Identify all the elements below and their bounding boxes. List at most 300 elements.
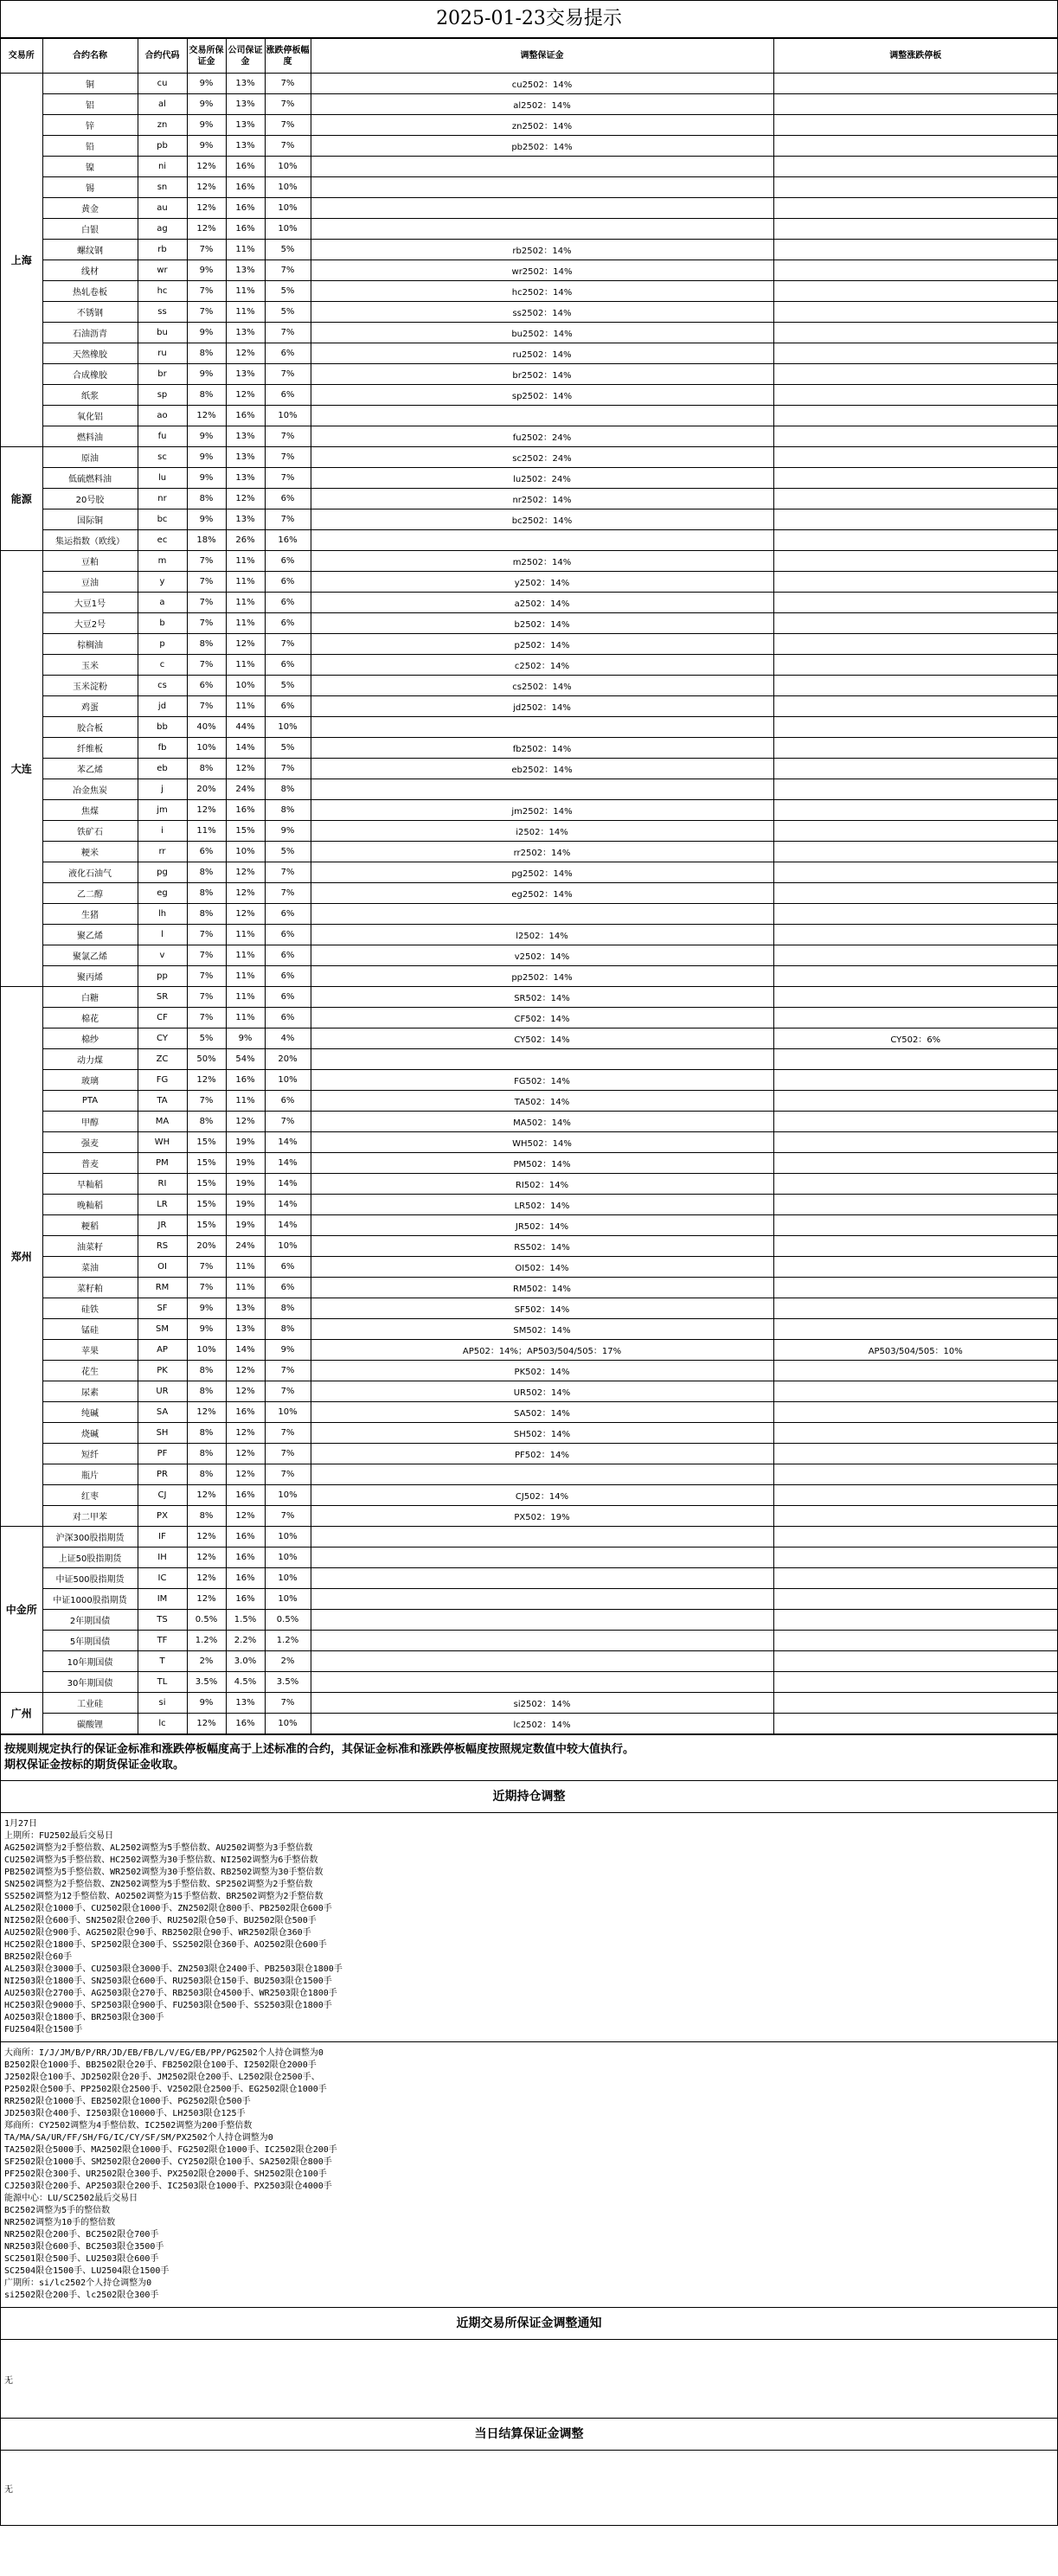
adjusted-margin-cell: [311, 1589, 773, 1610]
adjusted-limit-cell: [773, 1153, 1057, 1174]
table-row: [1, 862, 1057, 883]
exchange-margin-cell: 7%: [187, 551, 226, 572]
adjusted-margin-cell: cu2502：14%: [311, 74, 773, 94]
table-row: [1, 1195, 1057, 1215]
contract-name-cell: 甲醇: [42, 1112, 138, 1132]
price-limit-cell: 7%: [265, 426, 311, 447]
company-margin-cell: 16%: [226, 1548, 265, 1568]
company-margin-cell: 10%: [226, 676, 265, 696]
contract-code-cell: FG: [138, 1070, 187, 1091]
table-row: [1, 800, 1057, 821]
contract-code-cell: lh: [138, 904, 187, 925]
company-margin-cell: 11%: [226, 1278, 265, 1298]
company-margin-cell: 16%: [226, 219, 265, 240]
adjusted-margin-cell: CJ502：14%: [311, 1485, 773, 1506]
table-row: [1, 177, 1057, 198]
table-row: [1, 1589, 1057, 1610]
price-limit-cell: 7%: [265, 759, 311, 779]
adjusted-margin-cell: jm2502：14%: [311, 800, 773, 821]
price-limit-cell: 2%: [265, 1651, 311, 1672]
contract-name-cell: 油菜籽: [42, 1236, 138, 1257]
contract-name-cell: 棕榈油: [42, 634, 138, 655]
price-limit-cell: 7%: [265, 1506, 311, 1527]
table-row: [1, 1693, 1057, 1714]
company-margin-cell: 11%: [226, 1257, 265, 1278]
adjusted-margin-cell: p2502：14%: [311, 634, 773, 655]
contract-code-cell: eb: [138, 759, 187, 779]
rule-note: 期权保证金按标的期货保证金收取。: [4, 1759, 185, 1772]
company-margin-cell: 16%: [226, 157, 265, 177]
adjusted-margin-cell: [311, 1464, 773, 1485]
exchange-margin-cell: 8%: [187, 883, 226, 904]
price-limit-cell: 6%: [265, 966, 311, 987]
settle-body: 无: [4, 2484, 13, 2495]
price-limit-cell: 7%: [265, 1464, 311, 1485]
exchange-margin-cell: 20%: [187, 1236, 226, 1257]
contract-code-cell: PF: [138, 1444, 187, 1464]
contract-name-cell: 上证50股指期货: [42, 1548, 138, 1568]
company-margin-cell: 11%: [226, 613, 265, 634]
adjusted-margin-cell: SA502：14%: [311, 1402, 773, 1423]
position-block-shfe: 1月27日 上期所：FU2502最后交易日 AG2502调整为2手整倍数、AL2502调整为5手整倍数、AU2502调整为3手整倍数 CU2502调整为5手整倍数、HC2502调整为30手整倍数、NI2502调整为6手整倍数 PB2502调整为5手整倍数、WR2502调整为30手整倍数、RB2502调整为30手整倍数 SN2502调整为2手整倍数、ZN2502调整为5手整倍数、SP2502调整为2手整倍数 SS2502调整为12手整倍数、AO2502调整为15手整倍数、BR2502调整为2手整倍数 AL2502限仓1000手、CU2502限仓1000手、ZN2502限仓800手、PB2502限仓600手 NI2502限仓600手、SN2502限仓200手、RU2502限仓50手、BU2502限仓500手 AU2502限仓900手、AG2502限仓90手、RB2502限仓90手、WR2502限仓360手 HC2502限仓1800手、SP2502限仓300手、SS2502限仓360手、AO2502限仓600手 BR2502限仓60手 AL2503限仓3000手、CU2503限仓3000手、ZN2503限仓2400手、PB2503限仓1800手 NI2503限仓1800手、SN2503限仓600手、RU2503限仓150手、BU2503限仓1500手 AU2503限仓2700手、AG2503限仓270手、RB2503限仓4500手、WR2503限仓1800手 HC2503限仓9000手、SP2503限仓900手、FU2503限仓500手、SS2503限仓1800手 AO2503限仓1800手、BR2503限仓300手 FU2504限仓1500手: [4, 1819, 343, 2035]
exchange-margin-cell: 9%: [187, 74, 226, 94]
company-margin-cell: 16%: [226, 1485, 265, 1506]
price-limit-cell: 7%: [265, 323, 311, 343]
price-limit-cell: 14%: [265, 1174, 311, 1195]
contract-code-cell: IC: [138, 1568, 187, 1589]
company-margin-cell: 13%: [226, 426, 265, 447]
header-contract-name: 合约名称: [42, 39, 138, 74]
adjusted-limit-cell: [773, 1112, 1057, 1132]
contract-code-cell: jd: [138, 696, 187, 717]
notice-section-title: 近期交易所保证金调整通知: [1, 2307, 1057, 2340]
price-limit-cell: 8%: [265, 800, 311, 821]
price-limit-cell: 9%: [265, 1340, 311, 1361]
company-margin-cell: 15%: [226, 821, 265, 842]
contract-name-cell: 线材: [42, 260, 138, 281]
contract-name-cell: 铁矿石: [42, 821, 138, 842]
contract-name-cell: 冶金焦炭: [42, 779, 138, 800]
exchange-margin-cell: 15%: [187, 1132, 226, 1153]
table-row: [1, 1651, 1057, 1672]
price-limit-cell: 7%: [265, 447, 311, 468]
table-row: [1, 1610, 1057, 1631]
table-body: [1, 74, 1057, 1734]
contract-code-cell: sc: [138, 447, 187, 468]
exchange-margin-cell: 15%: [187, 1174, 226, 1195]
adjusted-margin-cell: wr2502：14%: [311, 260, 773, 281]
adjusted-margin-cell: pp2502：14%: [311, 966, 773, 987]
exchange-margin-cell: 8%: [187, 343, 226, 364]
adjusted-margin-cell: si2502：14%: [311, 1693, 773, 1714]
price-limit-cell: 6%: [265, 551, 311, 572]
contract-name-cell: 动力煤: [42, 1049, 138, 1070]
contract-code-cell: UR: [138, 1381, 187, 1402]
adjusted-margin-cell: [311, 177, 773, 198]
adjusted-margin-cell: [311, 779, 773, 800]
contract-name-cell: 聚丙烯: [42, 966, 138, 987]
table-row: [1, 613, 1057, 634]
contract-code-cell: PK: [138, 1361, 187, 1381]
contract-name-cell: 螺纹钢: [42, 240, 138, 260]
price-limit-cell: 7%: [265, 509, 311, 530]
adjusted-limit-cell: [773, 1298, 1057, 1319]
price-limit-cell: 5%: [265, 302, 311, 323]
adjusted-margin-cell: lu2502：24%: [311, 468, 773, 489]
contract-name-cell: 豆粕: [42, 551, 138, 572]
company-margin-cell: 16%: [226, 800, 265, 821]
adjusted-margin-cell: [311, 1672, 773, 1693]
table-row: [1, 779, 1057, 800]
company-margin-cell: 13%: [226, 136, 265, 157]
adjusted-limit-cell: [773, 74, 1057, 94]
adjusted-limit-cell: [773, 1132, 1057, 1153]
price-limit-cell: 5%: [265, 240, 311, 260]
contract-name-cell: 聚氯乙烯: [42, 945, 138, 966]
adjusted-margin-cell: sp2502：14%: [311, 385, 773, 406]
contract-name-cell: 锰硅: [42, 1319, 138, 1340]
table-row: [1, 883, 1057, 904]
adjusted-limit-cell: [773, 883, 1057, 904]
header-exchange: 交易所: [1, 39, 42, 74]
adjusted-margin-cell: al2502：14%: [311, 94, 773, 115]
contract-name-cell: 集运指数（欧线）: [42, 530, 138, 551]
adjusted-margin-cell: [311, 1527, 773, 1548]
company-margin-cell: 11%: [226, 572, 265, 593]
header-contract-code: 合约代码: [138, 39, 187, 74]
contract-code-cell: hc: [138, 281, 187, 302]
contract-name-cell: 2年期国债: [42, 1610, 138, 1631]
contract-code-cell: ec: [138, 530, 187, 551]
contract-name-cell: 热轧卷板: [42, 281, 138, 302]
adjusted-margin-cell: [311, 904, 773, 925]
contract-name-cell: 苹果: [42, 1340, 138, 1361]
rules-notes: [1, 1734, 1057, 1780]
adjusted-margin-cell: br2502：14%: [311, 364, 773, 385]
contract-name-cell: 短纤: [42, 1444, 138, 1464]
price-limit-cell: 7%: [265, 136, 311, 157]
adjusted-limit-cell: [773, 530, 1057, 551]
price-limit-cell: 10%: [265, 1714, 311, 1734]
exchange-margin-cell: 7%: [187, 925, 226, 945]
adjusted-limit-cell: [773, 1589, 1057, 1610]
exchange-margin-cell: 7%: [187, 987, 226, 1008]
adjusted-limit-cell: [773, 1548, 1057, 1568]
contract-name-cell: 白银: [42, 219, 138, 240]
table-row: [1, 759, 1057, 779]
exchange-margin-cell: 9%: [187, 136, 226, 157]
adjusted-margin-cell: UR502：14%: [311, 1381, 773, 1402]
contract-name-cell: 石油沥青: [42, 323, 138, 343]
adjusted-margin-cell: m2502：14%: [311, 551, 773, 572]
adjusted-margin-cell: [311, 1049, 773, 1070]
adjusted-limit-cell: [773, 1672, 1057, 1693]
company-margin-cell: 13%: [226, 468, 265, 489]
contract-code-cell: CF: [138, 1008, 187, 1028]
adjusted-margin-cell: [311, 219, 773, 240]
contract-name-cell: 10年期国债: [42, 1651, 138, 1672]
company-margin-cell: 16%: [226, 198, 265, 219]
contract-name-cell: 不锈钢: [42, 302, 138, 323]
table-row: [1, 1631, 1057, 1651]
adjusted-margin-cell: LR502：14%: [311, 1195, 773, 1215]
table-row: [1, 1091, 1057, 1112]
exchange-margin-cell: 9%: [187, 323, 226, 343]
contract-code-cell: v: [138, 945, 187, 966]
price-limit-cell: 7%: [265, 1423, 311, 1444]
contract-code-cell: sn: [138, 177, 187, 198]
table-row: [1, 530, 1057, 551]
price-limit-cell: 10%: [265, 1070, 311, 1091]
adjusted-margin-cell: PF502：14%: [311, 1444, 773, 1464]
table-row: [1, 1319, 1057, 1340]
table-row: [1, 1298, 1057, 1319]
table-row: [1, 260, 1057, 281]
contract-name-cell: 早籼稻: [42, 1174, 138, 1195]
company-margin-cell: 11%: [226, 551, 265, 572]
price-limit-cell: 14%: [265, 1215, 311, 1236]
adjusted-margin-cell: PX502：19%: [311, 1506, 773, 1527]
table-row: [1, 94, 1057, 115]
company-margin-cell: 4.5%: [226, 1672, 265, 1693]
contract-code-cell: OI: [138, 1257, 187, 1278]
contract-code-cell: ru: [138, 343, 187, 364]
exchange-margin-cell: 8%: [187, 904, 226, 925]
adjusted-margin-cell: eb2502：14%: [311, 759, 773, 779]
price-limit-cell: 1.2%: [265, 1631, 311, 1651]
adjusted-margin-cell: ru2502：14%: [311, 343, 773, 364]
adjusted-margin-cell: pb2502：14%: [311, 136, 773, 157]
adjusted-margin-cell: i2502：14%: [311, 821, 773, 842]
company-margin-cell: 12%: [226, 1361, 265, 1381]
company-margin-cell: 11%: [226, 925, 265, 945]
price-limit-cell: 7%: [265, 634, 311, 655]
price-limit-cell: 14%: [265, 1153, 311, 1174]
contract-name-cell: 纸浆: [42, 385, 138, 406]
adjusted-margin-cell: [311, 198, 773, 219]
contract-name-cell: 苯乙烯: [42, 759, 138, 779]
table-row: [1, 219, 1057, 240]
adjusted-margin-cell: [311, 1651, 773, 1672]
company-margin-cell: 19%: [226, 1195, 265, 1215]
adjusted-margin-cell: SF502：14%: [311, 1298, 773, 1319]
contract-code-cell: PX: [138, 1506, 187, 1527]
table-row: [1, 1236, 1057, 1257]
adjusted-limit-cell: [773, 1402, 1057, 1423]
table-row: [1, 1340, 1057, 1361]
table-row: [1, 634, 1057, 655]
company-margin-cell: 12%: [226, 385, 265, 406]
table-row: [1, 426, 1057, 447]
contract-name-cell: 中证500股指期货: [42, 1568, 138, 1589]
contract-code-cell: SF: [138, 1298, 187, 1319]
company-margin-cell: 12%: [226, 904, 265, 925]
adjusted-margin-cell: v2502：14%: [311, 945, 773, 966]
exchange-margin-cell: 12%: [187, 157, 226, 177]
table-row: [1, 1548, 1057, 1568]
adjusted-margin-cell: OI502：14%: [311, 1257, 773, 1278]
table-row: [1, 1257, 1057, 1278]
table-row: [1, 343, 1057, 364]
table-row: [1, 468, 1057, 489]
adjusted-limit-cell: [773, 1008, 1057, 1028]
exchange-margin-cell: 9%: [187, 1298, 226, 1319]
adjusted-margin-cell: zn2502：14%: [311, 115, 773, 136]
company-margin-cell: 12%: [226, 634, 265, 655]
contract-name-cell: 棉花: [42, 1008, 138, 1028]
contract-name-cell: 红枣: [42, 1485, 138, 1506]
company-margin-cell: 1.5%: [226, 1610, 265, 1631]
exchange-margin-cell: 12%: [187, 219, 226, 240]
price-limit-cell: 4%: [265, 1028, 311, 1049]
contract-code-cell: sp: [138, 385, 187, 406]
price-limit-cell: 10%: [265, 1236, 311, 1257]
adjusted-limit-cell: [773, 177, 1057, 198]
table-row: [1, 1008, 1057, 1028]
adjusted-limit-cell: [773, 1693, 1057, 1714]
exchange-margin-cell: 0.5%: [187, 1610, 226, 1631]
adjusted-limit-cell: [773, 1485, 1057, 1506]
contract-name-cell: 花生: [42, 1361, 138, 1381]
adjusted-margin-cell: RM502：14%: [311, 1278, 773, 1298]
exchange-margin-cell: 12%: [187, 1485, 226, 1506]
adjusted-limit-cell: [773, 260, 1057, 281]
exchange-margin-cell: 7%: [187, 572, 226, 593]
company-margin-cell: 11%: [226, 655, 265, 676]
exchange-margin-cell: 15%: [187, 1153, 226, 1174]
company-margin-cell: 16%: [226, 1527, 265, 1548]
exchange-margin-cell: 12%: [187, 1070, 226, 1091]
company-margin-cell: 11%: [226, 1008, 265, 1028]
table-row: [1, 1672, 1057, 1693]
contract-name-cell: 大豆1号: [42, 593, 138, 613]
table-row: [1, 1714, 1057, 1734]
contract-name-cell: 氧化铝: [42, 406, 138, 426]
table-row: [1, 1132, 1057, 1153]
contract-code-cell: bu: [138, 323, 187, 343]
company-margin-cell: 19%: [226, 1153, 265, 1174]
company-margin-cell: 10%: [226, 842, 265, 862]
table-row: [1, 1402, 1057, 1423]
contract-code-cell: ss: [138, 302, 187, 323]
adjusted-margin-cell: SM502：14%: [311, 1319, 773, 1340]
company-margin-cell: 12%: [226, 759, 265, 779]
adjusted-limit-cell: [773, 1257, 1057, 1278]
price-limit-cell: 7%: [265, 1381, 311, 1402]
contract-code-cell: TF: [138, 1631, 187, 1651]
table-row: [1, 1464, 1057, 1485]
adjusted-limit-cell: [773, 966, 1057, 987]
adjusted-margin-cell: rb2502：14%: [311, 240, 773, 260]
exchange-margin-cell: 7%: [187, 613, 226, 634]
exchange-margin-cell: 9%: [187, 468, 226, 489]
adjusted-margin-cell: bc2502：14%: [311, 509, 773, 530]
contract-name-cell: 合成橡胶: [42, 364, 138, 385]
company-margin-cell: 13%: [226, 74, 265, 94]
contract-name-cell: 液化石油气: [42, 862, 138, 883]
table-row: [1, 842, 1057, 862]
contract-code-cell: lc: [138, 1714, 187, 1734]
company-margin-cell: 26%: [226, 530, 265, 551]
adjusted-limit-cell: [773, 613, 1057, 634]
adjusted-limit-cell: AP503/504/505：10%: [773, 1340, 1057, 1361]
price-limit-cell: 6%: [265, 1257, 311, 1278]
adjusted-margin-cell: SH502：14%: [311, 1423, 773, 1444]
adjusted-margin-cell: WH502：14%: [311, 1132, 773, 1153]
company-margin-cell: 11%: [226, 593, 265, 613]
table-row: [1, 593, 1057, 613]
price-limit-cell: 10%: [265, 1402, 311, 1423]
adjusted-limit-cell: [773, 157, 1057, 177]
price-limit-cell: 6%: [265, 613, 311, 634]
exchange-margin-cell: 7%: [187, 1278, 226, 1298]
adjusted-margin-cell: hc2502：14%: [311, 281, 773, 302]
exchange-margin-cell: 7%: [187, 1257, 226, 1278]
exchange-margin-cell: 9%: [187, 1319, 226, 1340]
contract-code-cell: m: [138, 551, 187, 572]
table-row: [1, 385, 1057, 406]
adjusted-margin-cell: AP502：14%；AP503/504/505：17%: [311, 1340, 773, 1361]
table-row: [1, 551, 1057, 572]
contract-code-cell: p: [138, 634, 187, 655]
exchange-margin-cell: 3.5%: [187, 1672, 226, 1693]
table-row: [1, 198, 1057, 219]
adjusted-limit-cell: [773, 198, 1057, 219]
adjusted-limit-cell: [773, 759, 1057, 779]
contract-code-cell: fb: [138, 738, 187, 759]
price-limit-cell: 5%: [265, 676, 311, 696]
company-margin-cell: 12%: [226, 862, 265, 883]
price-limit-cell: 6%: [265, 1278, 311, 1298]
company-margin-cell: 14%: [226, 1340, 265, 1361]
adjusted-limit-cell: [773, 779, 1057, 800]
company-margin-cell: 12%: [226, 489, 265, 509]
contract-name-cell: 低硫燃料油: [42, 468, 138, 489]
exchange-margin-cell: 7%: [187, 655, 226, 676]
adjusted-margin-cell: c2502：14%: [311, 655, 773, 676]
exchange-margin-cell: 7%: [187, 593, 226, 613]
company-margin-cell: 16%: [226, 1589, 265, 1610]
adjusted-margin-cell: TA502：14%: [311, 1091, 773, 1112]
contract-name-cell: 燃料油: [42, 426, 138, 447]
price-limit-cell: 6%: [265, 343, 311, 364]
adjusted-limit-cell: [773, 1319, 1057, 1340]
table-row: [1, 364, 1057, 385]
contract-code-cell: lu: [138, 468, 187, 489]
table-row: [1, 904, 1057, 925]
adjusted-limit-cell: [773, 426, 1057, 447]
contract-name-cell: 生猪: [42, 904, 138, 925]
contract-name-cell: 菜籽粕: [42, 1278, 138, 1298]
contract-code-cell: IM: [138, 1589, 187, 1610]
exchange-margin-cell: 9%: [187, 426, 226, 447]
price-limit-cell: 5%: [265, 842, 311, 862]
contract-code-cell: PR: [138, 1464, 187, 1485]
adjusted-limit-cell: [773, 821, 1057, 842]
table-row: [1, 1049, 1057, 1070]
contract-code-cell: RI: [138, 1174, 187, 1195]
contract-name-cell: 锡: [42, 177, 138, 198]
exchange-margin-cell: 1.2%: [187, 1631, 226, 1651]
contract-code-cell: bc: [138, 509, 187, 530]
company-margin-cell: 12%: [226, 1423, 265, 1444]
price-limit-cell: 10%: [265, 1589, 311, 1610]
table-row: [1, 655, 1057, 676]
contract-name-cell: 鸡蛋: [42, 696, 138, 717]
table-row: [1, 925, 1057, 945]
adjusted-limit-cell: [773, 551, 1057, 572]
table-row: [1, 676, 1057, 696]
